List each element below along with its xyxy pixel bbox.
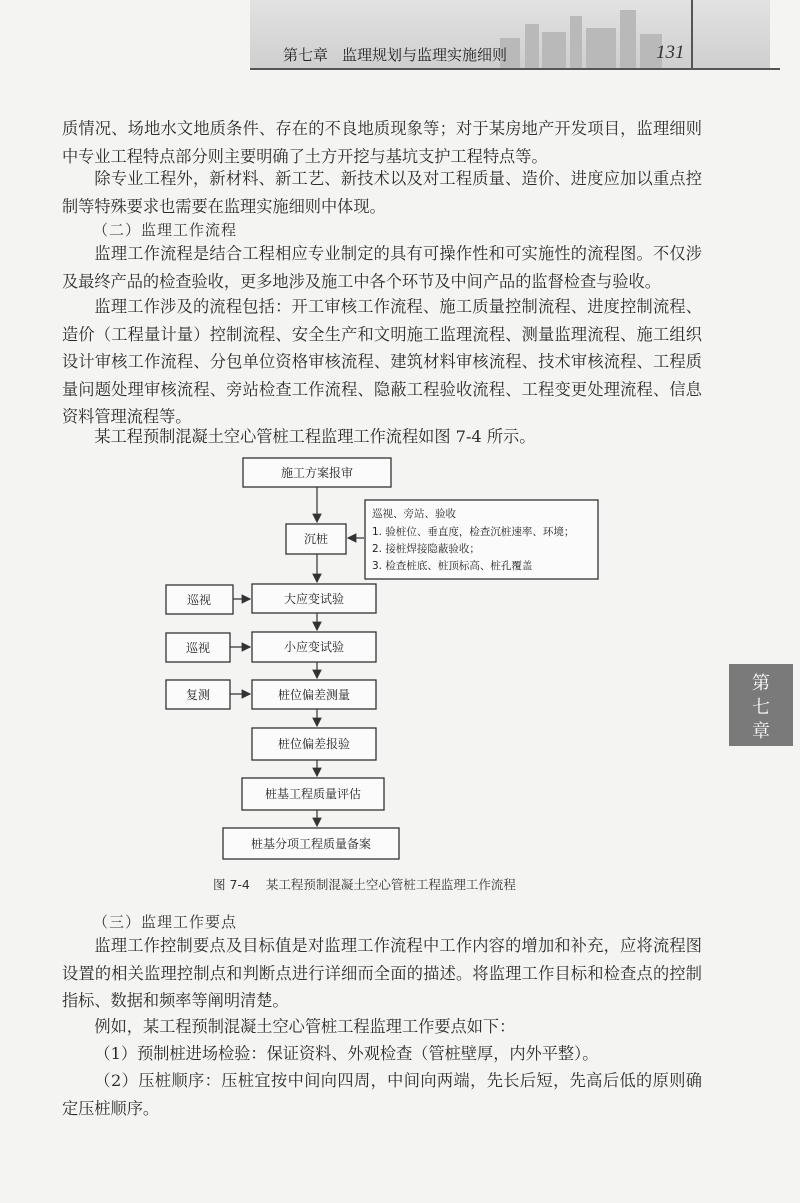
flow-step-label: 桩基工程质量评估 — [264, 787, 362, 801]
flow-step-label: 大应变试验 — [283, 592, 345, 606]
side-check-label: 复测 — [185, 688, 211, 702]
paragraph-4: 监理工作涉及的流程包括：开工审核工作流程、施工质量控制流程、进度控制流程、造价（工程量计量）控制流程、安全生产和文明施工监理流程、测量监理流程、施工组织设计审核工作流程、分包单位资格审核流程、建筑材料审核流程、技术审核流程、工程质量问题处理审核流程、旁站检查工作流程、隐蔽工程验收流程、工程变更处理流程、信息资料管理流程等。 — [62, 297, 702, 426]
note-item-3: 3. 检查桩底、桩顶标高、桩孔覆盖 — [372, 560, 533, 572]
flow-step-label: 施工方案报审 — [280, 466, 354, 480]
header-chapter: 第七章 — [283, 46, 329, 64]
flow-step-5 — [252, 680, 376, 709]
flow-step-8 — [223, 828, 399, 859]
caption-text: 某工程预制混凝土空心管桩工程监理工作流程 — [265, 877, 516, 892]
caption-number: 图 7-4 — [213, 877, 250, 892]
paragraph-9: （2）压桩顺序：压桩宜按中间向四周，中间向两端，先长后短，先高后低的原则确定压桩顺序。 — [62, 1071, 702, 1118]
chapter-tab-char: 七 — [752, 697, 770, 718]
chapter-tab-char: 章 — [752, 721, 770, 742]
section-heading-3: （三）监理工作要点 — [93, 913, 238, 931]
flow-step-3 — [252, 584, 376, 613]
chapter-tab — [729, 664, 793, 746]
flow-step-label: 沉桩 — [303, 532, 329, 546]
note-item-2: 2. 接桩焊接隐蔽验收； — [372, 543, 480, 555]
side-check-label: 巡视 — [185, 641, 211, 655]
flow-step-2 — [286, 524, 346, 554]
paragraph-2: 除专业工程外，新材料、新工艺、新技术以及对工程质量、造价、进度应加以重点控制等特殊要求也需要在监理实施细则中体现。 — [62, 169, 702, 216]
flow-step-1 — [243, 458, 391, 487]
chapter-tab-char: 第 — [752, 673, 770, 694]
paragraph-6: 监理工作控制要点及目标值是对监理工作流程中工作内容的增加和补充，应将流程图设置的相关监理控制点和判断点进行详细而全面的描述。将监理工作目标和检查点的控制指标、数据和频率等阐明清楚。 — [62, 936, 702, 1010]
paragraph-7: 例如，某工程预制混凝土空心管桩工程监理工作要点如下： — [94, 1017, 516, 1036]
flow-step-label: 桩位偏差报验 — [277, 737, 351, 751]
flow-step-6 — [252, 728, 376, 760]
flow-step-4 — [252, 632, 376, 662]
paragraph-1: 质情况、场地水文地质条件、存在的不良地质现象等；对于某房地产开发项目，监理细则中专业工程特点部分则主要明确了土方开挖与基坑支护工程特点等。 — [62, 119, 702, 166]
flow-step-label: 桩基分项工程质量备案 — [250, 837, 372, 851]
note-item-1: 1. 验桩位、垂直度，检查沉桩速率、环境； — [372, 526, 575, 538]
paragraph-3: 监理工作流程是结合工程相应专业制定的具有可操作性和可实施性的流程图。不仅涉及最终产品的检查验收，更多地涉及施工中各个环节及中间产品的监督检查与验收。 — [62, 244, 702, 291]
side-check-1 — [166, 585, 233, 614]
page-number: 131 — [656, 42, 685, 63]
side-check-2 — [166, 633, 230, 662]
flow-step-7 — [242, 778, 384, 810]
flow-step-label: 桩位偏差测量 — [277, 688, 351, 702]
section-heading-2: （二）监理工作流程 — [93, 221, 238, 239]
flow-step-label: 小应变试验 — [283, 640, 345, 654]
inspection-note — [365, 500, 598, 579]
note-title: 巡视、旁站、验收 — [372, 508, 456, 520]
paragraph-5: 某工程预制混凝土空心管桩工程监理工作流程如图 7-4 所示。 — [94, 427, 536, 446]
side-check-3 — [166, 680, 230, 709]
side-check-label: 巡视 — [186, 593, 212, 607]
figure-caption — [213, 875, 516, 893]
header-title: 监理规划与监理实施细则 — [342, 46, 508, 64]
paragraph-8: （1）预制桩进场检验：保证资料、外观检查（管桩壁厚，内外平整）。 — [94, 1044, 599, 1063]
